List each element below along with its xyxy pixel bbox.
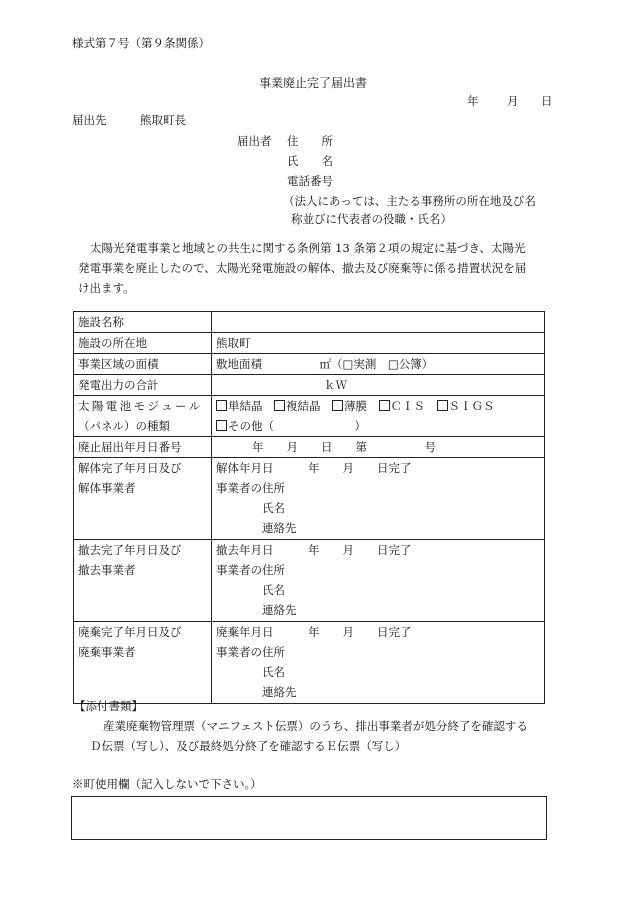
date-month: 月 xyxy=(507,94,519,108)
table-row xyxy=(74,312,545,333)
table-row xyxy=(74,396,545,437)
disposal-label xyxy=(74,622,212,704)
panel-option-thin-film[interactable]: 薄膜 xyxy=(332,399,367,413)
removal-contractor-address: 事業者の住所 xyxy=(216,563,285,577)
area-field[interactable]: 敷地面積 ㎡（□実測 □公簿） xyxy=(212,354,545,375)
disposal-contractor-contact: 連絡先 xyxy=(262,685,297,699)
abolition-label: 廃止届出年月日番号 xyxy=(74,437,212,458)
facility-name-label: 施設名称 xyxy=(74,312,212,333)
applicant-label: 届出者 xyxy=(237,134,272,148)
applicant-note-line2: 称並びに代表者の役職・氏名） xyxy=(291,212,452,226)
attachments-line2: Ｄ伝票（写し）、及び最終処分終了を確認するＥ伝票（写し） xyxy=(90,739,407,753)
facility-location-field[interactable]: 熊取町 xyxy=(212,333,545,354)
panel-option-other[interactable]: その他（ ） xyxy=(216,416,540,436)
town-use-box xyxy=(71,796,547,840)
removal-label-line2: 撤去事業者 xyxy=(78,563,136,577)
body-line: け出ます。 xyxy=(78,281,135,295)
disposal-field[interactable] xyxy=(212,622,545,704)
table-row xyxy=(74,622,545,704)
disposal-date: 廃棄年月日 年 月 日完了 xyxy=(216,625,412,639)
abolition-field[interactable] xyxy=(212,437,545,458)
applicant-note-line1: （法人にあっては、主たる事務所の所在地及び名 xyxy=(283,194,536,208)
disposal-contractor-name: 氏名 xyxy=(262,665,285,679)
date-year: 年 xyxy=(467,94,479,108)
dismantle-label-line2: 解体事業者 xyxy=(78,481,136,495)
area-label: 事業区域の面積 xyxy=(74,354,212,375)
table-row xyxy=(74,437,545,458)
report-table xyxy=(73,311,545,704)
output-unit: ｋＷ xyxy=(324,378,347,392)
panel-option-polycrystalline[interactable]: 複結晶 xyxy=(274,399,321,413)
town-use-label: ※町使用欄（記入しないで下さい。） xyxy=(72,777,262,791)
checkbox-icon xyxy=(274,400,285,411)
checkbox-icon xyxy=(437,400,448,411)
facility-location-label: 施設の所在地 xyxy=(74,333,212,354)
table-row xyxy=(74,354,545,375)
panel-type-field xyxy=(212,396,545,437)
dismantle-contractor-address: 事業者の住所 xyxy=(216,481,285,495)
dismantle-field[interactable] xyxy=(212,458,545,540)
disposal-contractor-address: 事業者の住所 xyxy=(216,645,285,659)
body-line: 太陽光発電事業と地域との共生に関する条例第 13 条第２項の規定に基づき、太陽光 xyxy=(90,241,526,255)
addressee-label: 届出先 xyxy=(72,113,107,127)
removal-date: 撤去年月日 年 月 日完了 xyxy=(216,543,412,557)
applicant-name: 氏 名 xyxy=(287,154,333,168)
checkbox-icon xyxy=(332,400,343,411)
table-row xyxy=(74,375,545,396)
output-field[interactable] xyxy=(212,375,545,396)
disposal-label-line1: 廃棄完了年月日及び xyxy=(78,625,182,639)
table-row xyxy=(74,540,545,622)
output-label: 発電出力の合計 xyxy=(74,375,212,396)
date-day: 日 xyxy=(541,94,553,108)
table-row xyxy=(74,333,545,354)
dismantle-contractor-name: 氏名 xyxy=(262,501,285,515)
table-row xyxy=(74,458,545,540)
panel-type-label xyxy=(74,396,212,437)
body-line: 発電事業を廃止したので、太陽光発電施設の解体、撤去及び廃棄等に係る措置状況を届 xyxy=(78,261,527,275)
checkbox-icon xyxy=(379,400,390,411)
panel-type-label-line1: 太陽電池モジュール xyxy=(78,399,203,413)
checkbox-icon xyxy=(216,400,227,411)
removal-label xyxy=(74,540,212,622)
applicant-phone: 電話番号 xyxy=(287,174,333,188)
panel-option-cis[interactable]: ＣＩＳ xyxy=(379,399,426,413)
attachments-heading: 【添付書類】 xyxy=(74,699,143,713)
panel-option-sigs[interactable]: ＳＩＧＳ xyxy=(437,399,495,413)
removal-contractor-name: 氏名 xyxy=(262,583,285,597)
panel-option-monocrystalline[interactable]: 単結晶 xyxy=(216,399,263,413)
attachments-line1: 産業廃棄物管理票（マニフェスト伝票）のうち、排出事業者が処分終了を確認する xyxy=(103,719,528,733)
removal-contractor-contact: 連絡先 xyxy=(262,603,297,617)
panel-type-label-line2: （パネル）の種類 xyxy=(78,419,170,433)
dismantle-contractor-contact: 連絡先 xyxy=(262,521,297,535)
form-number: 様式第７号（第９条関係） xyxy=(72,36,210,50)
addressee-name: 熊取町長 xyxy=(140,113,186,127)
page-title: 事業廃止完了届出書 xyxy=(259,76,368,90)
disposal-label-line2: 廃棄事業者 xyxy=(78,645,136,659)
dismantle-label xyxy=(74,458,212,540)
removal-field[interactable] xyxy=(212,540,545,622)
facility-name-field[interactable] xyxy=(212,312,545,333)
checkbox-icon xyxy=(216,420,227,431)
abolition-value: 年 月 日 第 号 xyxy=(252,440,436,454)
dismantle-label-line1: 解体完了年月日及び xyxy=(78,461,182,475)
applicant-address: 住 所 xyxy=(287,134,333,148)
removal-label-line1: 撤去完了年月日及び xyxy=(78,543,182,557)
dismantle-date: 解体年月日 年 月 日完了 xyxy=(216,461,412,475)
